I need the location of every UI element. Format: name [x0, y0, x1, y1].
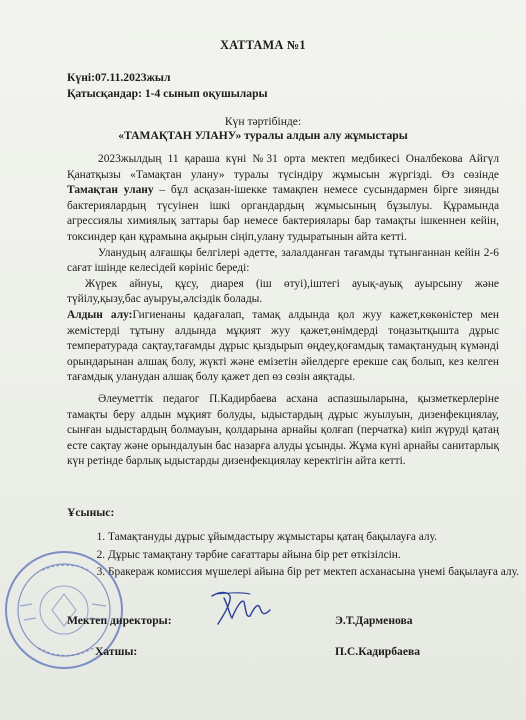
list-item: 2. Дұрыс тамақтану тәрбие сағаттары айына бір рет өткізілсін. [108, 548, 520, 564]
document-body [67, 152, 499, 470]
agenda-topic: «ТАМАҚТАН УЛАНУ» туралы алдын алу жұмыстары [118, 129, 408, 142]
term-highlight: Тамақтан улану [67, 184, 154, 197]
paragraph-social-pedagogue: Әлеуметтік педагог П.Кадирбаева асхана аспазшыларына, қызметкерлеріне тамақты беру алдын мұқият болуды, ыдыстардың дұрыс жуылуын, дизенфекциялау, сынған ыдыстардың болмауын, қолдарына арнайы қолғап (перчатка) киіп жүруді қатаң есте сақтау және орындалуын бас назарға алуды ұсынды. Жұма күні арнайы санитарлық күн ретінде барлық ыдыстарды дизенфекциялау керектігін айта кетті. [67, 392, 499, 468]
paragraph-symptoms-intro: Уланудың алғашқы белгілері әдетте, залалданған тағамды тұтынғаннан кейін 2-6 сағат ішінде келесідей көрініс береді: [67, 246, 499, 275]
decisions-list [88, 530, 520, 583]
director-label: Мектеп директоры: [67, 614, 172, 627]
date-line: Күні:07.11.2023жыл [67, 71, 171, 84]
secretary-label: Хатшы: [95, 645, 138, 658]
document-title: ХАТТАМА №1 [220, 38, 306, 52]
proposal-heading: Ұсыныс: [67, 506, 115, 519]
list-item: 1. Тамақтануды дұрыс ұйымдастыру жұмыстары қатаң бақылауға алу. [108, 530, 520, 546]
director-name: Э.Т.Дарменова [335, 614, 413, 627]
paragraph-intro: 2023жылдың 11 қараша күні №31 орта мектеп медбикесі Оналбекова Айгүл Қанатқызы «Тамақтан улану» туралы түсіндіру жұмысын жүргізді. Өз сөзінде Тамақтан улану – бұл асқазан-ішекке тамақпен немесе сусындармен бірге зиянды бактериялардың түсуінен ішкі органдардың жұмысының бұзылуы. Құрамында агрессиялы химиялық заттары бар немесе бактериялары бар тамақты ішкеннен кейін, токсиндер қан құрамына ақырын сіңіп,улану тудыратынын айта кетті. [67, 153, 500, 243]
paragraph-symptoms: Жүрек айнуы, құсу, диарея (іш өтуі),іштегі ауық-ауық ауырсыну және түйілу,қызу,бас ауыруы,әлсіздік болады. [67, 277, 499, 306]
prevention-label: Алдын алу: [67, 308, 133, 321]
list-item: 3. Бракераж комиссия мүшелері айына бір рет мектеп асханасына үнемі бақылауға алу. [108, 565, 520, 581]
director-signature [206, 588, 276, 630]
participants-line: Қатысқандар: 1-4 сынып оқушылары [67, 87, 268, 100]
paragraph-prevention: Алдын алу:Гигиенаны қадағалап, тамақ алдында қол жуу кажет,көкөністер мен жемістерді тұтыну алдында мұқият жуу қажет,өнімдерді тоңазытқышта дұрыс температурада сақтау,тағамды дұрыс қыздырып өңдеу,қоғамдық тамақтанудың күмәнді орындарынан алшақ болу, жүкті және емізетін әйелдерге ерекше сақ болып, кез келген тағамдық уланудан алшақ болу қажет деп өз сөзін аяқтады. [67, 308, 499, 384]
secretary-name: П.С.Кадирбаева [335, 645, 421, 658]
agenda-heading: Күн тәртібінде: [224, 115, 302, 128]
